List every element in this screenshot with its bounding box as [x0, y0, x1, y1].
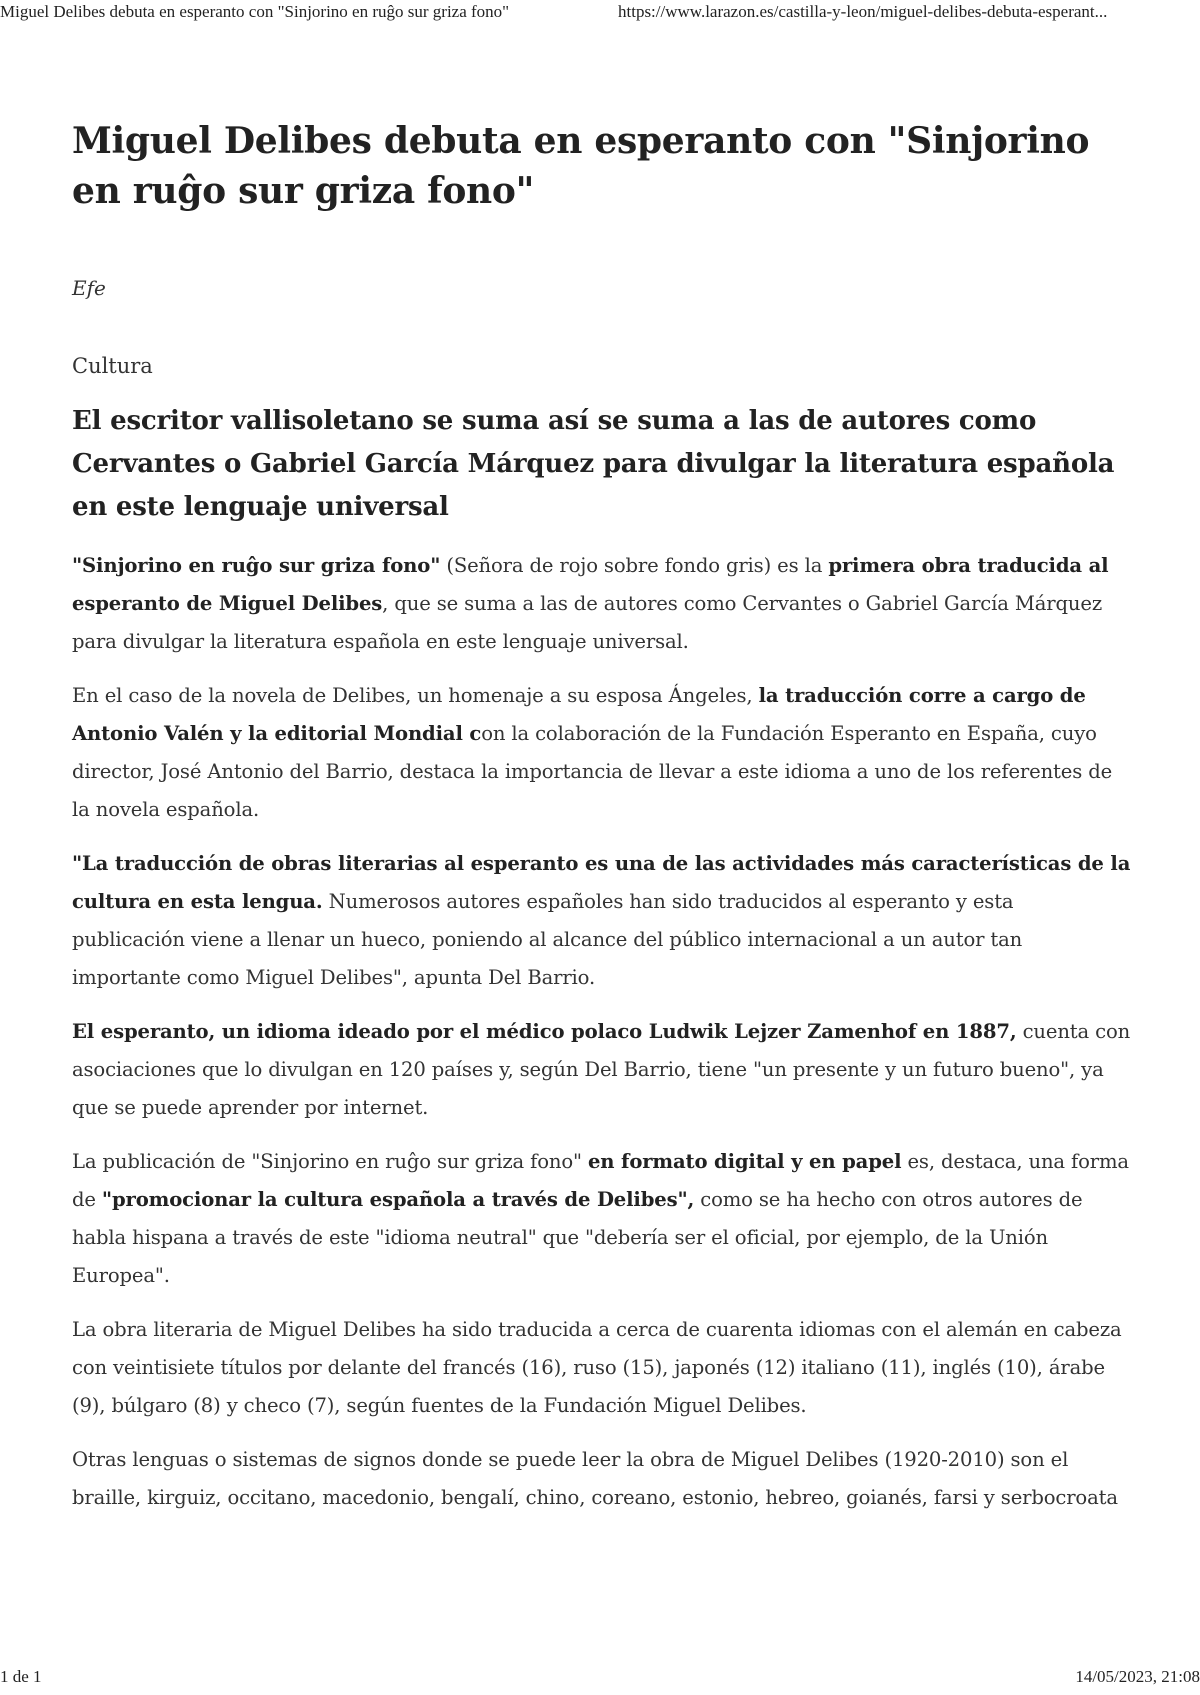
- paragraph-text: como se ha hecho con otros autores de habla hispana a través de este "idioma neutral" que "debería ser el oficial, por ejemplo, de la Unión Europea".: [72, 1188, 1083, 1287]
- paragraph-bold-text: El esperanto, un idioma ideado por el médico polaco Ludwik Lejzer Zamenhof en 1887,: [72, 1020, 1017, 1043]
- article-paragraph: [72, 547, 1132, 661]
- paragraph-text: (Señora de rojo sobre fondo gris) es la: [440, 554, 829, 577]
- article-body: [72, 547, 1132, 1517]
- paragraph-text: En el caso de la novela de Delibes, un homenaje a su esposa Ángeles,: [72, 684, 759, 707]
- article-paragraph: [72, 1143, 1132, 1295]
- article-section: Cultura: [72, 354, 153, 378]
- paragraph-text: Otras lenguas o sistemas de signos donde se puede leer la obra de Miguel Delibes (1920-2010) son el braille, kirguiz, occitano, macedonio, bengalí, chino, coreano, estonio, hebreo, goianés, farsi y serbocroata: [72, 1448, 1118, 1509]
- print-header-url[interactable]: https://www.larazon.es/castilla-y-leon/miguel-delibes-debuta-esperant...: [618, 2, 1108, 21]
- article-headline: Miguel Delibes debuta en esperanto con "Sinjorino en ruĝo sur griza fono": [72, 120, 1090, 212]
- print-footer: [0, 1665, 1200, 1689]
- article-paragraph: [72, 677, 1132, 829]
- article-paragraph: [72, 1441, 1132, 1517]
- article: [72, 116, 1132, 1533]
- article-subtitle: El escritor vallisoletano se suma así se suma a las de autores como Cervantes o Gabriel García Márquez para divulgar la literatura española en este lenguaje universal: [72, 406, 1115, 522]
- print-header-title: Miguel Delibes debuta en esperanto con "Sinjorino en ruĝo sur griza fono": [0, 2, 510, 21]
- article-paragraph: [72, 845, 1132, 997]
- paragraph-text: es, destaca, una forma de: [72, 1150, 1129, 1211]
- paragraph-text: , que se suma a las de autores como Cervantes o Gabriel García Márquez para divulgar la literatura española en este lenguaje universal.: [72, 592, 1102, 653]
- paragraph-bold-text: primera obra traducida al esperanto de Miguel Delibes: [72, 554, 1109, 615]
- article-paragraph: [72, 1013, 1132, 1127]
- paragraph-text: on la colaboración de la Fundación Esperanto en España, cuyo director, José Antonio del Barrio, destaca la importancia de llevar a este idioma a uno de los referentes de la novela española.: [72, 722, 1113, 821]
- paragraph-bold-text: "La traducción de obras literarias al esperanto es una de las actividades más características de la cultura en esta lengua.: [72, 852, 1131, 913]
- paragraph-text: La publicación de "Sinjorino en ruĝo sur griza fono": [72, 1150, 588, 1173]
- paragraph-bold-text: la traducción corre a cargo de Antonio Valén y la editorial Mondial c: [72, 684, 1086, 745]
- article-byline: Efe: [72, 276, 106, 300]
- paragraph-bold-text: "promocionar la cultura española a través de Delibes",: [101, 1188, 695, 1211]
- paragraph-text: Numerosos autores españoles han sido traducidos al esperanto y esta publicación viene a llenar un hueco, poniendo al alcance del público internacional a un autor tan importante como Miguel Delibes", apunta Del Barrio.: [72, 890, 1023, 989]
- paragraph-bold-text: en formato digital y en papel: [587, 1150, 902, 1173]
- print-header: [0, 0, 1200, 26]
- print-footer-page: 1 de 1: [0, 1667, 42, 1686]
- paragraph-text: La obra literaria de Miguel Delibes ha sido traducida a cerca de cuarenta idiomas con el alemán en cabeza con veintisiete títulos por delante del francés (16), ruso (15), japonés (12) italiano (11), inglés (10), árabe (9), búlgaro (8) y checo (7), según fuentes de la Fundación Miguel Delibes.: [72, 1318, 1122, 1417]
- article-paragraph: [72, 1311, 1132, 1425]
- print-footer-datetime: 14/05/2023, 21:08: [1075, 1667, 1200, 1686]
- paragraph-bold-text: "Sinjorino en ruĝo sur griza fono": [72, 554, 441, 577]
- paragraph-text: cuenta con asociaciones que lo divulgan en 120 países y, según Del Barrio, tiene "un presente y un futuro bueno", ya que se puede aprender por internet.: [72, 1020, 1131, 1119]
